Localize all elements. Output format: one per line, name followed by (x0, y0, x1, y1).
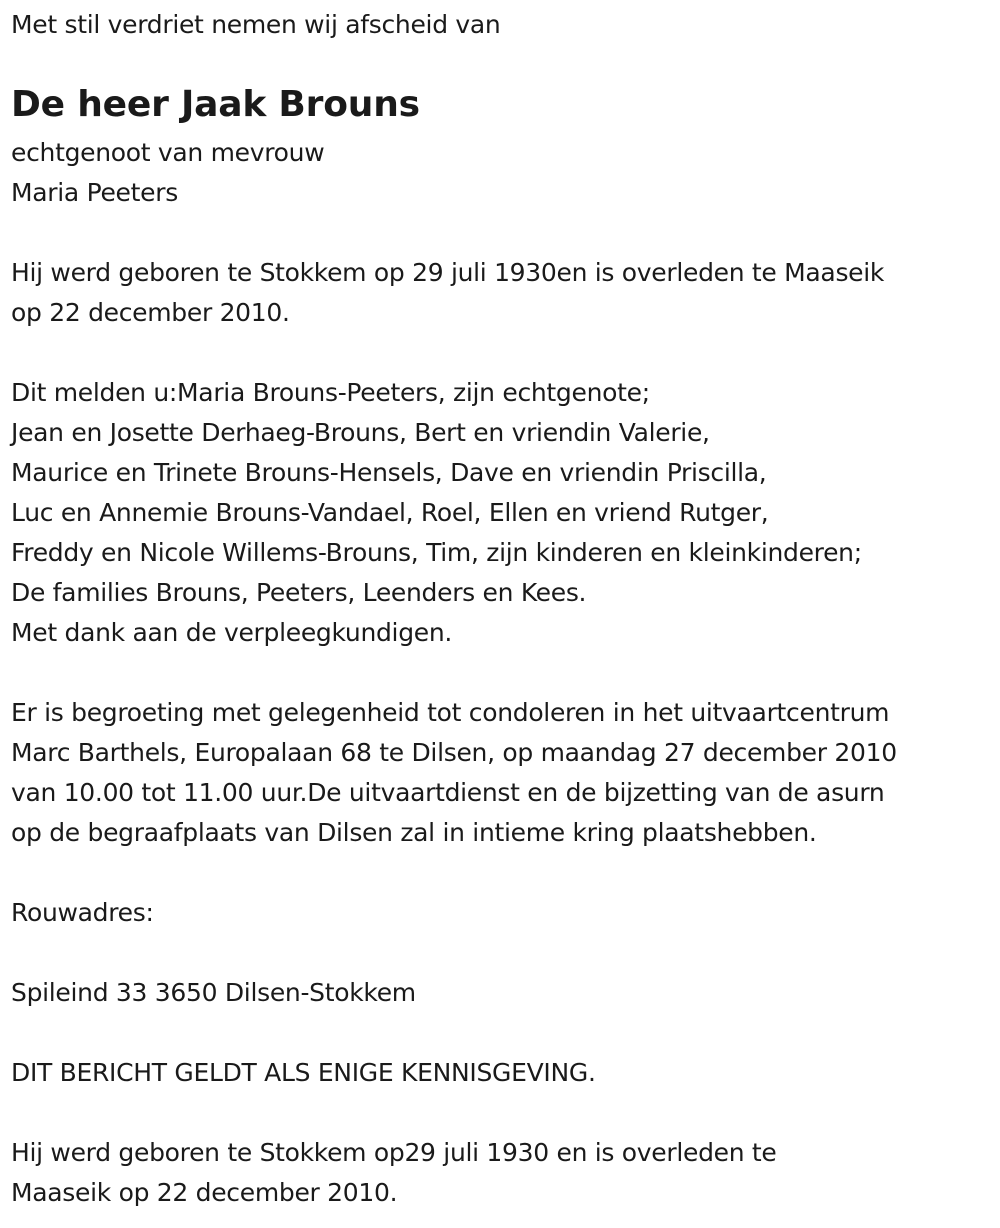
thanks-line: Met dank aan de verpleegkundigen. (11, 618, 453, 647)
ceremony-line: van 10.00 tot 11.00 uur.De uitvaartdienst en de bijzetting van de asurn (11, 778, 885, 807)
birth-death-repeat-line-1: Hij werd geboren te Stokkem op29 juli 1930 en is overleden te (11, 1138, 777, 1167)
family-line: Luc en Annemie Brouns-Vandael, Roel, Ellen en vriend Rutger, (11, 498, 769, 527)
intro-text: Met stil verdriet nemen wij afscheid van (11, 10, 501, 39)
family-line: Jean en Josette Derhaeg-Brouns, Bert en vriendin Valerie, (11, 418, 710, 447)
birth-death-repeat-line-2: Maaseik op 22 december 2010. (11, 1178, 398, 1207)
announced-by-line: Dit melden u:Maria Brouns-Peeters, zijn echtgenote; (11, 378, 650, 407)
ceremony-line: Er is begroeting met gelegenheid tot condoleren in het uitvaartcentrum (11, 698, 890, 727)
relation-text: echtgenoot van mevrouw (11, 138, 325, 167)
ceremony-line: Marc Barthels, Europalaan 68 te Dilsen, op maandag 27 december 2010 (11, 738, 897, 767)
mourning-address-label: Rouwadres: (11, 898, 154, 927)
birth-death-line-2: op 22 december 2010. (11, 298, 290, 327)
ceremony-line: op de begraafplaats van Dilsen zal in intieme kring plaatshebben. (11, 818, 817, 847)
deceased-name: De heer Jaak Brouns (11, 84, 420, 125)
notice-text: DIT BERICHT GELDT ALS ENIGE KENNISGEVING. (11, 1058, 596, 1087)
mourning-address: Spileind 33 3650 Dilsen-Stokkem (11, 978, 416, 1007)
family-line: Maurice en Trinete Brouns-Hensels, Dave en vriendin Priscilla, (11, 458, 767, 487)
spouse-name: Maria Peeters (11, 178, 178, 207)
family-line: De families Brouns, Peeters, Leenders en Kees. (11, 578, 587, 607)
family-line: Freddy en Nicole Willems-Brouns, Tim, zijn kinderen en kleinkinderen; (11, 538, 862, 567)
birth-death-line-1: Hij werd geboren te Stokkem op 29 juli 1930en is overleden te Maaseik (11, 258, 885, 287)
